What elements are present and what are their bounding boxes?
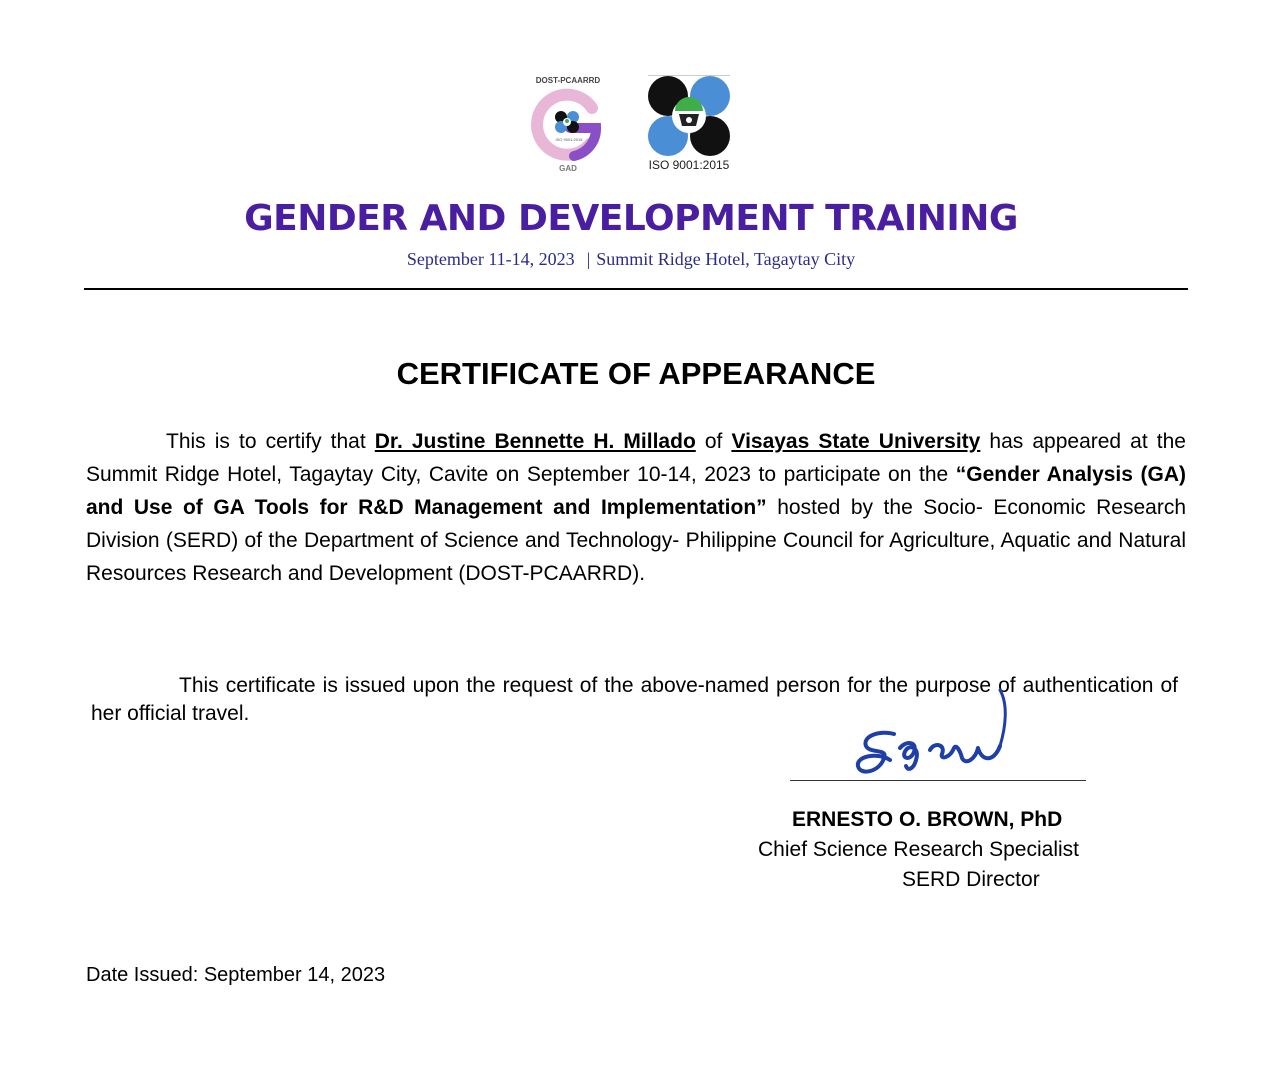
gad-iso-tiny-label: ISO 9001:2015 <box>555 137 583 142</box>
recipient-institution: Visayas State University <box>731 430 981 453</box>
gad-g-icon <box>530 86 606 164</box>
of-text: of <box>704 430 723 453</box>
gad-org-label: DOST-PCAARRD <box>535 76 601 85</box>
signature-line <box>790 780 1086 781</box>
header-divider <box>84 288 1188 290</box>
intro-text: This is to certify that <box>166 430 366 453</box>
event-subtitle <box>0 249 1262 270</box>
certificate-title: CERTIFICATE OF APPEARANCE <box>396 356 876 391</box>
signatory-office: SERD Director <box>902 868 1040 891</box>
gad-label: GAD <box>559 164 577 173</box>
certification-paragraph <box>86 425 1186 590</box>
signature-image <box>850 686 1020 782</box>
body-text-2: hosted by the Socio- Economic Research Division (SERD) of the Department of Science and Technology- Philippine Council for Agriculture, Aquatic and Natural Resources Research and Development (DOST-PCAARRD). <box>86 496 1186 585</box>
event-title: GENDER AND DEVELOPMENT TRAINING <box>244 198 1018 239</box>
event-dates: September 11-14, 2023 <box>406 249 575 269</box>
pcaarrd-logo <box>640 74 738 176</box>
pcaarrd-emblem-icon <box>646 74 732 158</box>
signatory-name: ERNESTO O. BROWN, PhD <box>792 808 1063 831</box>
event-separator: | <box>586 249 591 269</box>
signatory-position: Chief Science Research Specialist <box>758 838 1079 861</box>
iso-label: ISO 9001:2015 <box>648 158 730 172</box>
event-venue: Summit Ridge Hotel, Tagaytay City <box>596 249 856 269</box>
training-title: “Gender Analysis (GA) and Use of GA Tools for R&D Management and Implementation” <box>86 463 1187 519</box>
gad-logo <box>526 76 610 176</box>
date-issued: Date Issued: September 14, 2023 <box>86 964 386 986</box>
purpose-text: This certificate is issued upon the request of the above-named person for the purpose of authentication of her official travel. <box>91 674 1178 725</box>
recipient-name: Dr. Justine Bennette H. Millado <box>374 430 696 453</box>
body-text-1: has appeared at the Summit Ridge Hotel, Tagaytay City, Cavite on September 10-14, 2023 to participate on the <box>86 430 1186 486</box>
